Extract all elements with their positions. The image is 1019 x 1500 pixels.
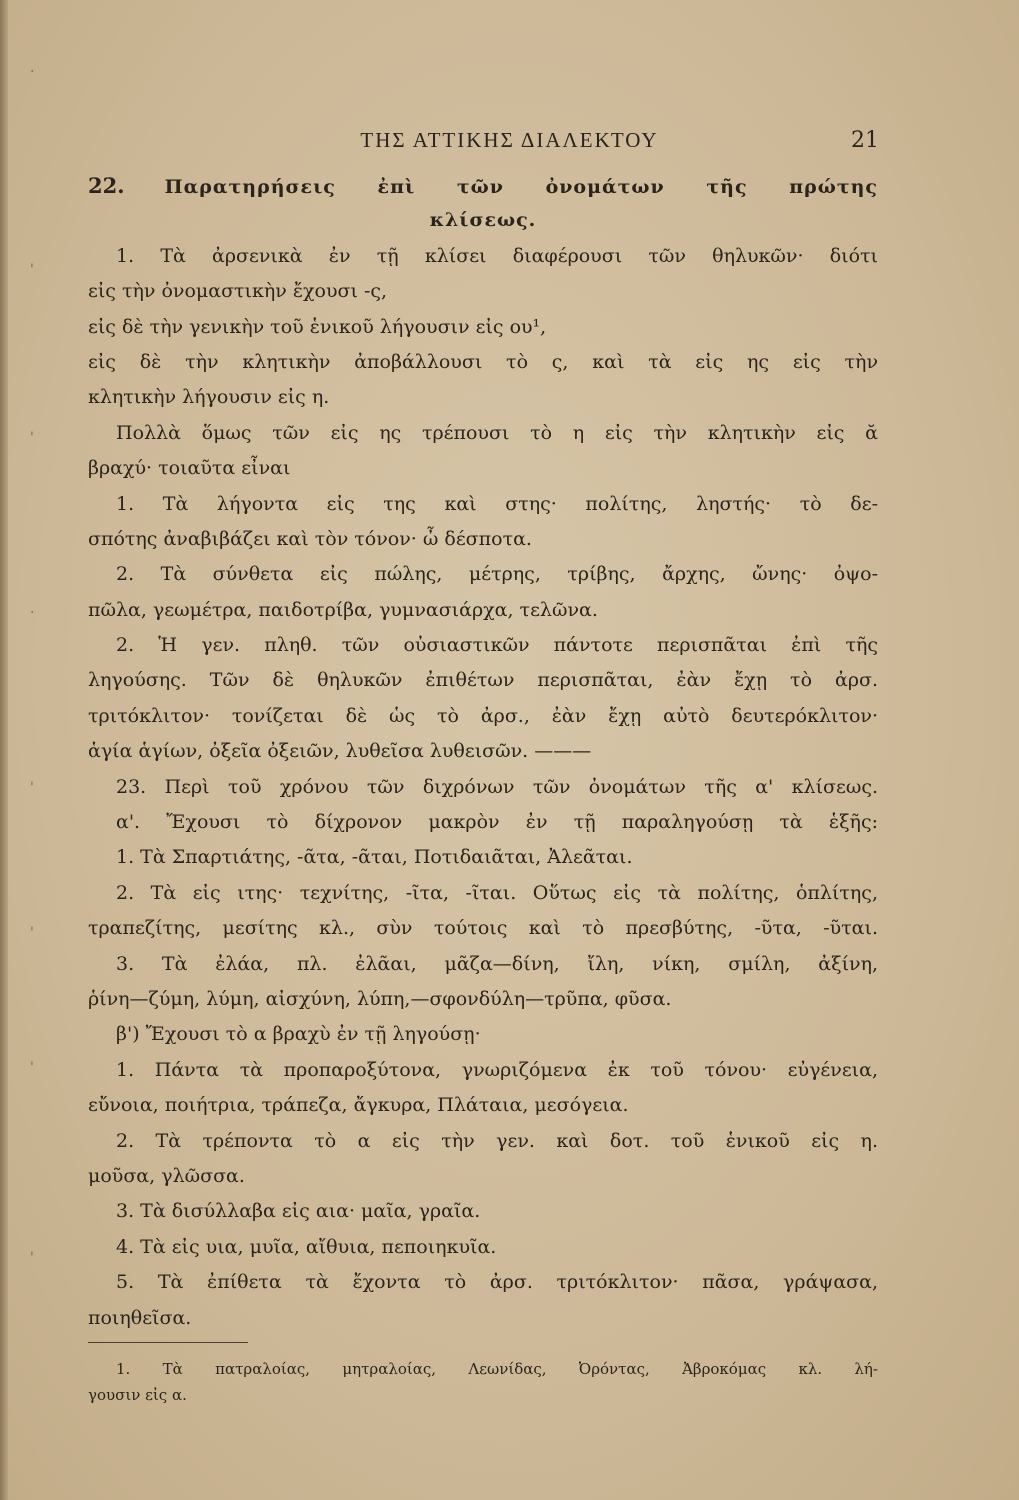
text-line: 4. Τὰ εἰς υια, μυῖα, αἴθυια, πεποιηκυῖα. <box>116 1235 497 1258</box>
footnote-divider <box>88 1342 248 1343</box>
footnote-line: γουσιν εἰς α. <box>88 1386 187 1404</box>
text-line: ληγούσης. Τῶν δὲ θηλυκῶν ἐπιθέτων περισπᾶται, ἐὰν ἔχῃ τὸ ἀρσ. <box>88 669 878 692</box>
section-22-heading <box>88 168 878 203</box>
margin-mark: ' <box>30 262 34 278</box>
text-line: κλητικὴν λήγουσιν εἰς η. <box>88 386 330 409</box>
footnote-line: 1. Τὰ πατραλοίας, μητραλοίας, Λεωνίδας, Ὀρόντας, Ἀβροκόμας κλ. λή- <box>116 1360 878 1378</box>
running-title: ΤΗΣ ΑΤΤΙΚΗΣ ΔΙΑΛΕΚΤΟΥ <box>360 128 659 152</box>
text-line: εἰς τὴν ὀνομαστικὴν ἔχουσι -ς, <box>88 280 388 303</box>
text-line: 2. Τὰ εἰς ιτης· τεχνίτης, -ῖτα, -ῖται. Οὕτως εἰς τὰ πολίτης, ὁπλίτης, <box>116 881 878 904</box>
margin-mark: ' <box>30 1250 34 1266</box>
section-title-continued: κλίσεως. <box>429 209 537 232</box>
text-line: εἰς δὲ τὴν κλητικὴν ἀποβάλλουσι τὸ ς, καὶ τὰ εἰς ης εἰς τὴν <box>88 350 878 373</box>
text-line: σπότης ἀναβιβάζει καὶ τὸν τόνον· ὦ δέσποτα. <box>88 527 532 550</box>
text-line: Πολλὰ ὅμως τῶν εἰς ης τρέπουσι τὸ η εἰς τὴν κλητικὴν εἰς ᾰ <box>116 421 878 444</box>
text-line: 2. Τὰ τρέποντα τὸ α εἰς τὴν γεν. καὶ δοτ. τοῦ ἑνικοῦ εἰς η. <box>116 1129 878 1152</box>
text-line: τριτόκλιτον· τονίζεται δὲ ὡς τὸ ἀρσ., ἐὰν ἔχῃ αὐτὸ δευτερόκλιτον· <box>88 704 878 727</box>
text-line: ἁγία ἁγίων, ὀξεῖα ὀξειῶν, λυθεῖσα λυθεισῶν. ——— <box>88 740 592 763</box>
text-line: πῶλα, γεωμέτρα, παιδοτρίβα, γυμνασιάρχα, τελῶνα. <box>88 598 598 621</box>
text-line: 3. Τὰ δισύλλαβα εἰς αια· μαῖα, γραῖα. <box>116 1200 481 1223</box>
text-line: 1. Πάντα τὰ προπαροξύτονα, γνωριζόμενα ἐκ τοῦ τόνου· εὐγένεια, <box>116 1058 878 1081</box>
text-line: εὔνοια, ποιήτρια, τράπεζα, ἄγκυρα, Πλάταια, μεσόγεια. <box>88 1094 629 1117</box>
margin-mark: ' <box>30 780 34 796</box>
text-line: 1. Τὰ λήγοντα εἰς της καὶ στης· πολίτης, ληστής· τὸ δε- <box>116 492 878 515</box>
text-line: 1. Τὰ Σπαρτιάτης, -ᾶτα, -ᾶται, Ποτιδαιᾶται, Ἀλεᾶται. <box>116 846 633 869</box>
text-line: τραπεζίτης, μεσίτης κλ., σὺν τούτοις καὶ τὸ πρεσβύτης, -ῦτα, -ῦται. <box>88 917 878 940</box>
margin-mark: ' <box>30 430 34 446</box>
text-line: 2. Τὰ σύνθετα εἰς πώλης, μέτρης, τρίβης, ἄρχης, ὤνης· ὀψο- <box>116 563 878 586</box>
text-line: μοῦσα, γλῶσσα. <box>88 1164 245 1187</box>
page-number: 21 <box>851 128 879 153</box>
body-text <box>88 168 878 1336</box>
text-line: βραχύ· τοιαῦτα εἶναι <box>88 457 291 480</box>
section-title: Παρατηρήσεις ἐπὶ τῶν ὀνομάτων τῆς πρώτης <box>164 176 878 198</box>
text-line: 5. Τὰ ἐπίθετα τὰ ἔχοντα τὸ ἀρσ. τριτόκλιτον· πᾶσα, γράψασα, <box>116 1271 878 1294</box>
text-line: 1. Τὰ ἀρσενικὰ ἐν τῇ κλίσει διαφέρουσι τῶν θηλυκῶν· διότι <box>116 244 878 267</box>
footnote <box>88 1356 878 1408</box>
section-23-heading: 23. Περὶ τοῦ χρόνου τῶν διχρόνων τῶν ὀνομάτων τῆς α' κλίσεως. <box>116 775 878 798</box>
page-edge-shadow <box>0 0 8 1500</box>
text-line: εἰς δὲ τὴν γενικὴν τοῦ ἑνικοῦ λήγουσιν εἰς ου¹, <box>88 315 547 338</box>
page-header <box>0 128 1019 158</box>
section-number: 22. <box>88 173 125 198</box>
text-line: ποιηθεῖσα. <box>88 1306 192 1329</box>
margin-mark: · <box>30 64 35 80</box>
text-line: 2. Ἡ γεν. πληθ. τῶν οὐσιαστικῶν πάντοτε περισπᾶται ἐπὶ τῆς <box>116 634 878 657</box>
text-line: β') Ἔχουσι τὸ α βραχὺ ἐν τῇ ληγούσῃ· <box>116 1023 481 1046</box>
text-line: ῥίνη—ζύμη, λύμη, αἰσχύνη, λύπη,—σφονδύλη—τρῦπα, φῦσα. <box>88 987 672 1010</box>
margin-mark: · <box>30 605 35 621</box>
margin-mark: ' <box>30 925 34 941</box>
text-line: 3. Τὰ ἐλάα, πλ. ἐλᾶαι, μᾶζα—δίνη, ἴλη, νίκη, σμίλη, ἀξίνη, <box>116 952 878 975</box>
margin-mark: ' <box>30 1060 34 1076</box>
text-line: α'. Ἔχουσι τὸ δίχρονον μακρὸν ἐν τῇ παραληγούσῃ τὰ ἑξῆς: <box>116 811 878 834</box>
